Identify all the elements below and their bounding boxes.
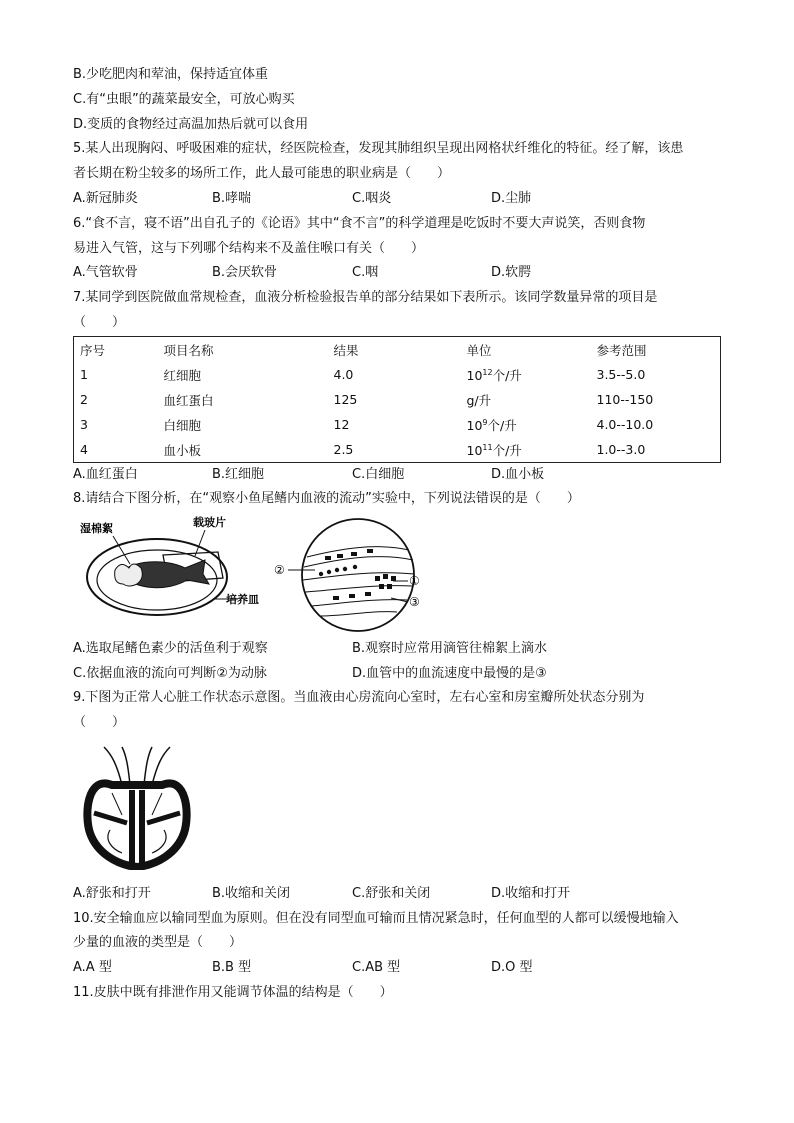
- header-name: 项目名称: [163, 342, 214, 358]
- label-wet-cotton: 湿棉絮: [80, 522, 113, 535]
- marker-3: ③: [409, 595, 420, 609]
- heart-diagram: [82, 745, 192, 870]
- cell-range: 3.5--5.0: [596, 367, 646, 382]
- q5-option-d: D.尘肺: [491, 191, 532, 206]
- q6-option-c: C.咽: [352, 265, 379, 280]
- q7-option-d: D.血小板: [491, 467, 545, 482]
- unit-exponent: 12: [482, 367, 493, 377]
- cell-name: 血小板: [163, 442, 202, 458]
- leader-cotton: [113, 536, 130, 564]
- cell-no: 2: [80, 392, 88, 407]
- q7-option-c: C.白细胞: [352, 467, 405, 482]
- question-11-stem: 11.皮肤中既有排泄作用又能调节体温的结构是（ ）: [73, 985, 393, 1000]
- header-range: 参考范围: [596, 342, 647, 358]
- unit-exponent: 9: [482, 417, 488, 427]
- table-row: [74, 437, 721, 463]
- cell-range: 4.0--10.0: [596, 417, 654, 432]
- q9-option-d: D.收缩和打开: [491, 886, 571, 901]
- heart-outer-wall: [87, 783, 186, 867]
- q10-option-b: B.B 型: [212, 960, 252, 975]
- cell-no: 3: [80, 417, 88, 432]
- question-5-stem-line2: 者长期在粉尘较多的场所工作，此人最可能患的职业病是（ ）: [73, 166, 451, 181]
- option-line-b: B.少吃肥肉和荤油，保持适宜体重: [73, 67, 269, 82]
- cell-unit: [467, 387, 597, 412]
- blood-test-table: [73, 336, 721, 463]
- table-row: [74, 362, 721, 387]
- question-8-stem: 8.请结合下图分析，在“观察小鱼尾鳍内血液的流动”实验中，下列说法错误的是（ ）: [73, 491, 580, 506]
- table-row: [74, 387, 721, 412]
- q5-option-a: A.新冠肺炎: [73, 191, 138, 206]
- q10-option-c: C.AB 型: [352, 960, 401, 975]
- question-6-stem-line2: 易进入气管，这与下列哪个结构来不及盖住喉口有关（ ）: [73, 241, 425, 256]
- q9-option-b: B.收缩和关闭: [212, 886, 291, 901]
- question-5-stem-line1: 5.某人出现胸闷、呼吸困难的症状，经医院检查，发现其肺组织呈现出网格状纤维化的特征。经了解，该患: [73, 141, 684, 156]
- q10-option-d: D.O 型: [491, 960, 533, 975]
- q5-option-c: C.咽炎: [352, 191, 392, 206]
- cell-result: 4.0: [333, 367, 354, 382]
- label-dish: 培养皿: [226, 593, 259, 606]
- q7-option-a: A.血红蛋白: [73, 467, 138, 482]
- option-line-c: C.有“虫眼”的蔬菜最安全，可放心购买: [73, 92, 295, 107]
- cell-name: 红细胞: [163, 367, 202, 383]
- q8-option-c: C.依据血液的流向可判断②为动脉: [73, 666, 267, 681]
- table-row: [74, 412, 721, 437]
- q7-option-b: B.红细胞: [212, 467, 265, 482]
- question-7-stem-line2: （ ）: [73, 315, 126, 330]
- cell-no: 1: [80, 367, 88, 382]
- q9-option-c: C.舒张和关闭: [352, 886, 431, 901]
- marker-2: ②: [274, 563, 285, 577]
- q6-option-a: A.气管软骨: [73, 265, 138, 280]
- cell-range: 110--150: [596, 392, 654, 407]
- unit-suffix: 个/升: [487, 417, 517, 433]
- question-7-stem-line1: 7.某同学到医院做血常规检查，血液分析检验报告单的部分结果如下表所示。该同学数量异常的项目是: [73, 290, 658, 305]
- q6-option-b: B.会厌软骨: [212, 265, 278, 280]
- unit-base: g/升: [466, 392, 492, 408]
- header-result: 结果: [333, 342, 359, 358]
- q8-option-a: A.选取尾鳍色素少的活鱼利于观察: [73, 641, 268, 656]
- header-no: 序号: [80, 342, 106, 358]
- unit-base: 10: [466, 417, 483, 433]
- unit-suffix: 个/升: [492, 367, 522, 383]
- unit-base: 10: [466, 442, 483, 458]
- question-6-stem-line1: 6.“食不言，寝不语”出自孔子的《论语》其中“食不言”的科学道理是吃饭时不要大声说笑，否则食物: [73, 216, 646, 231]
- header-unit: 单位: [466, 342, 492, 358]
- cell-name: 血红蛋白: [163, 392, 214, 408]
- fish-tail-experiment-figure: [75, 512, 435, 637]
- question-9-stem-line2: （ ）: [73, 715, 126, 730]
- q9-option-a: A.舒张和打开: [73, 886, 151, 901]
- cell-result: 12: [333, 417, 350, 432]
- cell-range: 1.0--3.0: [596, 442, 646, 457]
- cell-result: 2.5: [333, 442, 354, 457]
- microscope-view-circle: [302, 519, 414, 631]
- q5-option-b: B.哮喘: [212, 191, 252, 206]
- marker-1: ①: [409, 574, 420, 588]
- question-10-stem-line2: 少量的血液的类型是（ ）: [73, 935, 243, 950]
- unit-base: 10: [466, 367, 483, 383]
- cell-unit: [467, 362, 597, 387]
- cell-name: 白细胞: [163, 417, 202, 433]
- q6-option-d: D.软腭: [491, 265, 532, 280]
- table-header-row: [74, 337, 721, 363]
- great-vessels: [104, 747, 170, 785]
- unit-exponent: 11: [482, 442, 493, 452]
- option-line-d: D.变质的食物经过高温加热后就可以食用: [73, 117, 309, 132]
- q8-option-b: B.观察时应常用滴管往棉絮上滴水: [352, 641, 548, 656]
- cell-result: 125: [333, 392, 358, 407]
- q8-option-d: D.血管中的血流速度中最慢的是③: [352, 666, 547, 681]
- label-slide: 载玻片: [193, 516, 226, 529]
- cotton-shape: [115, 564, 143, 586]
- leader-slide: [195, 530, 205, 556]
- cell-unit: [467, 437, 597, 463]
- cell-no: 4: [80, 442, 88, 457]
- cell-unit: [467, 412, 597, 437]
- q10-option-a: A.A 型: [73, 960, 112, 975]
- question-10-stem-line1: 10.安全输血应以输同型血为原则。但在没有同型血可输而且情况紧急时，任何血型的人都可以缓慢地输入: [73, 911, 679, 926]
- question-9-stem-line1: 9.下图为正常人心脏工作状态示意图。当血液由心房流向心室时，左右心室和房室瓣所处状态分别为: [73, 690, 645, 705]
- unit-suffix: 个/升: [492, 442, 522, 458]
